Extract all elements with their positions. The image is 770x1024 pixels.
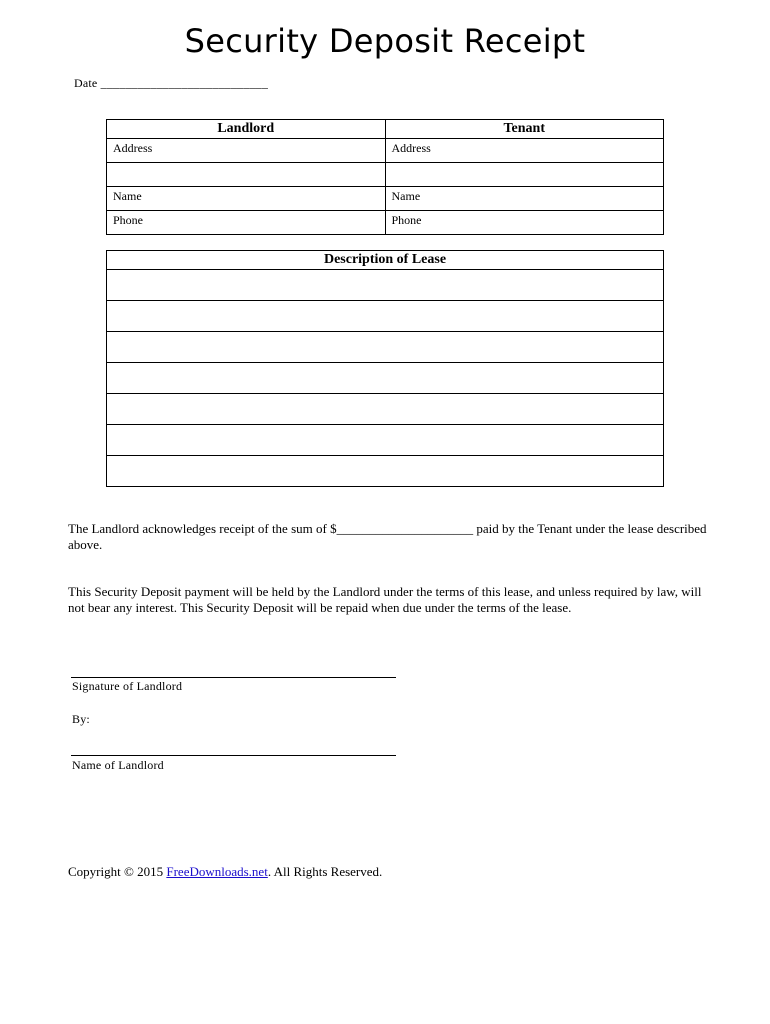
document-title: Security Deposit Receipt bbox=[184, 22, 586, 60]
tenant-phone-cell: Phone bbox=[385, 211, 664, 235]
table-row bbox=[107, 270, 664, 301]
signature-label: Signature of Landlord bbox=[72, 679, 183, 693]
tenant-address-cell: Address bbox=[385, 139, 664, 163]
landlord-phone-cell: Phone bbox=[107, 211, 386, 235]
name-label: Name of Landlord bbox=[72, 758, 164, 772]
parties-header-row bbox=[107, 120, 664, 139]
copyright-notice bbox=[68, 864, 382, 880]
name-line bbox=[71, 755, 396, 756]
lease-header: Description of Lease bbox=[107, 251, 664, 270]
lease-blank-cell[interactable] bbox=[107, 394, 664, 425]
deposit-terms-paragraph: This Security Deposit payment will be held by the Landlord under the terms of this lease, and unless required by law, will not bear any interest. This Security Deposit will be repaid when due under the terms of the lease. bbox=[68, 584, 702, 615]
tenant-name-cell: Name bbox=[385, 187, 664, 211]
copyright-suffix: . All Rights Reserved. bbox=[267, 864, 383, 879]
table-row bbox=[107, 363, 664, 394]
lease-description-table bbox=[106, 250, 664, 487]
tenant-address-line2-cell bbox=[385, 163, 664, 187]
by-label: By: bbox=[72, 712, 90, 726]
table-row bbox=[107, 139, 664, 163]
table-row bbox=[107, 394, 664, 425]
table-row bbox=[107, 425, 664, 456]
lease-blank-cell[interactable] bbox=[107, 332, 664, 363]
table-row bbox=[107, 187, 664, 211]
table-row bbox=[107, 332, 664, 363]
signature-line bbox=[71, 677, 396, 678]
lease-blank-cell[interactable] bbox=[107, 301, 664, 332]
receipt-paragraph: The Landlord acknowledges receipt of the sum of $_____________________ paid by the Tenant under the lease described above. bbox=[68, 521, 707, 552]
freedownloads-link[interactable]: FreeDownloads.net bbox=[166, 864, 268, 879]
copyright-prefix: Copyright © 2015 bbox=[68, 864, 167, 879]
lease-rows bbox=[107, 270, 664, 487]
table-row bbox=[107, 301, 664, 332]
table-row bbox=[107, 163, 664, 187]
table-row bbox=[107, 456, 664, 487]
lease-blank-cell[interactable] bbox=[107, 425, 664, 456]
landlord-header: Landlord bbox=[107, 120, 386, 139]
landlord-address-cell: Address bbox=[107, 139, 386, 163]
date-field: Date ___________________________ bbox=[74, 76, 269, 90]
parties-table bbox=[106, 119, 664, 235]
lease-blank-cell[interactable] bbox=[107, 456, 664, 487]
landlord-address-line2-cell bbox=[107, 163, 386, 187]
table-row bbox=[107, 211, 664, 235]
lease-blank-cell[interactable] bbox=[107, 270, 664, 301]
lease-header-row bbox=[107, 251, 664, 270]
lease-blank-cell[interactable] bbox=[107, 363, 664, 394]
tenant-header: Tenant bbox=[385, 120, 664, 139]
landlord-name-cell: Name bbox=[107, 187, 386, 211]
